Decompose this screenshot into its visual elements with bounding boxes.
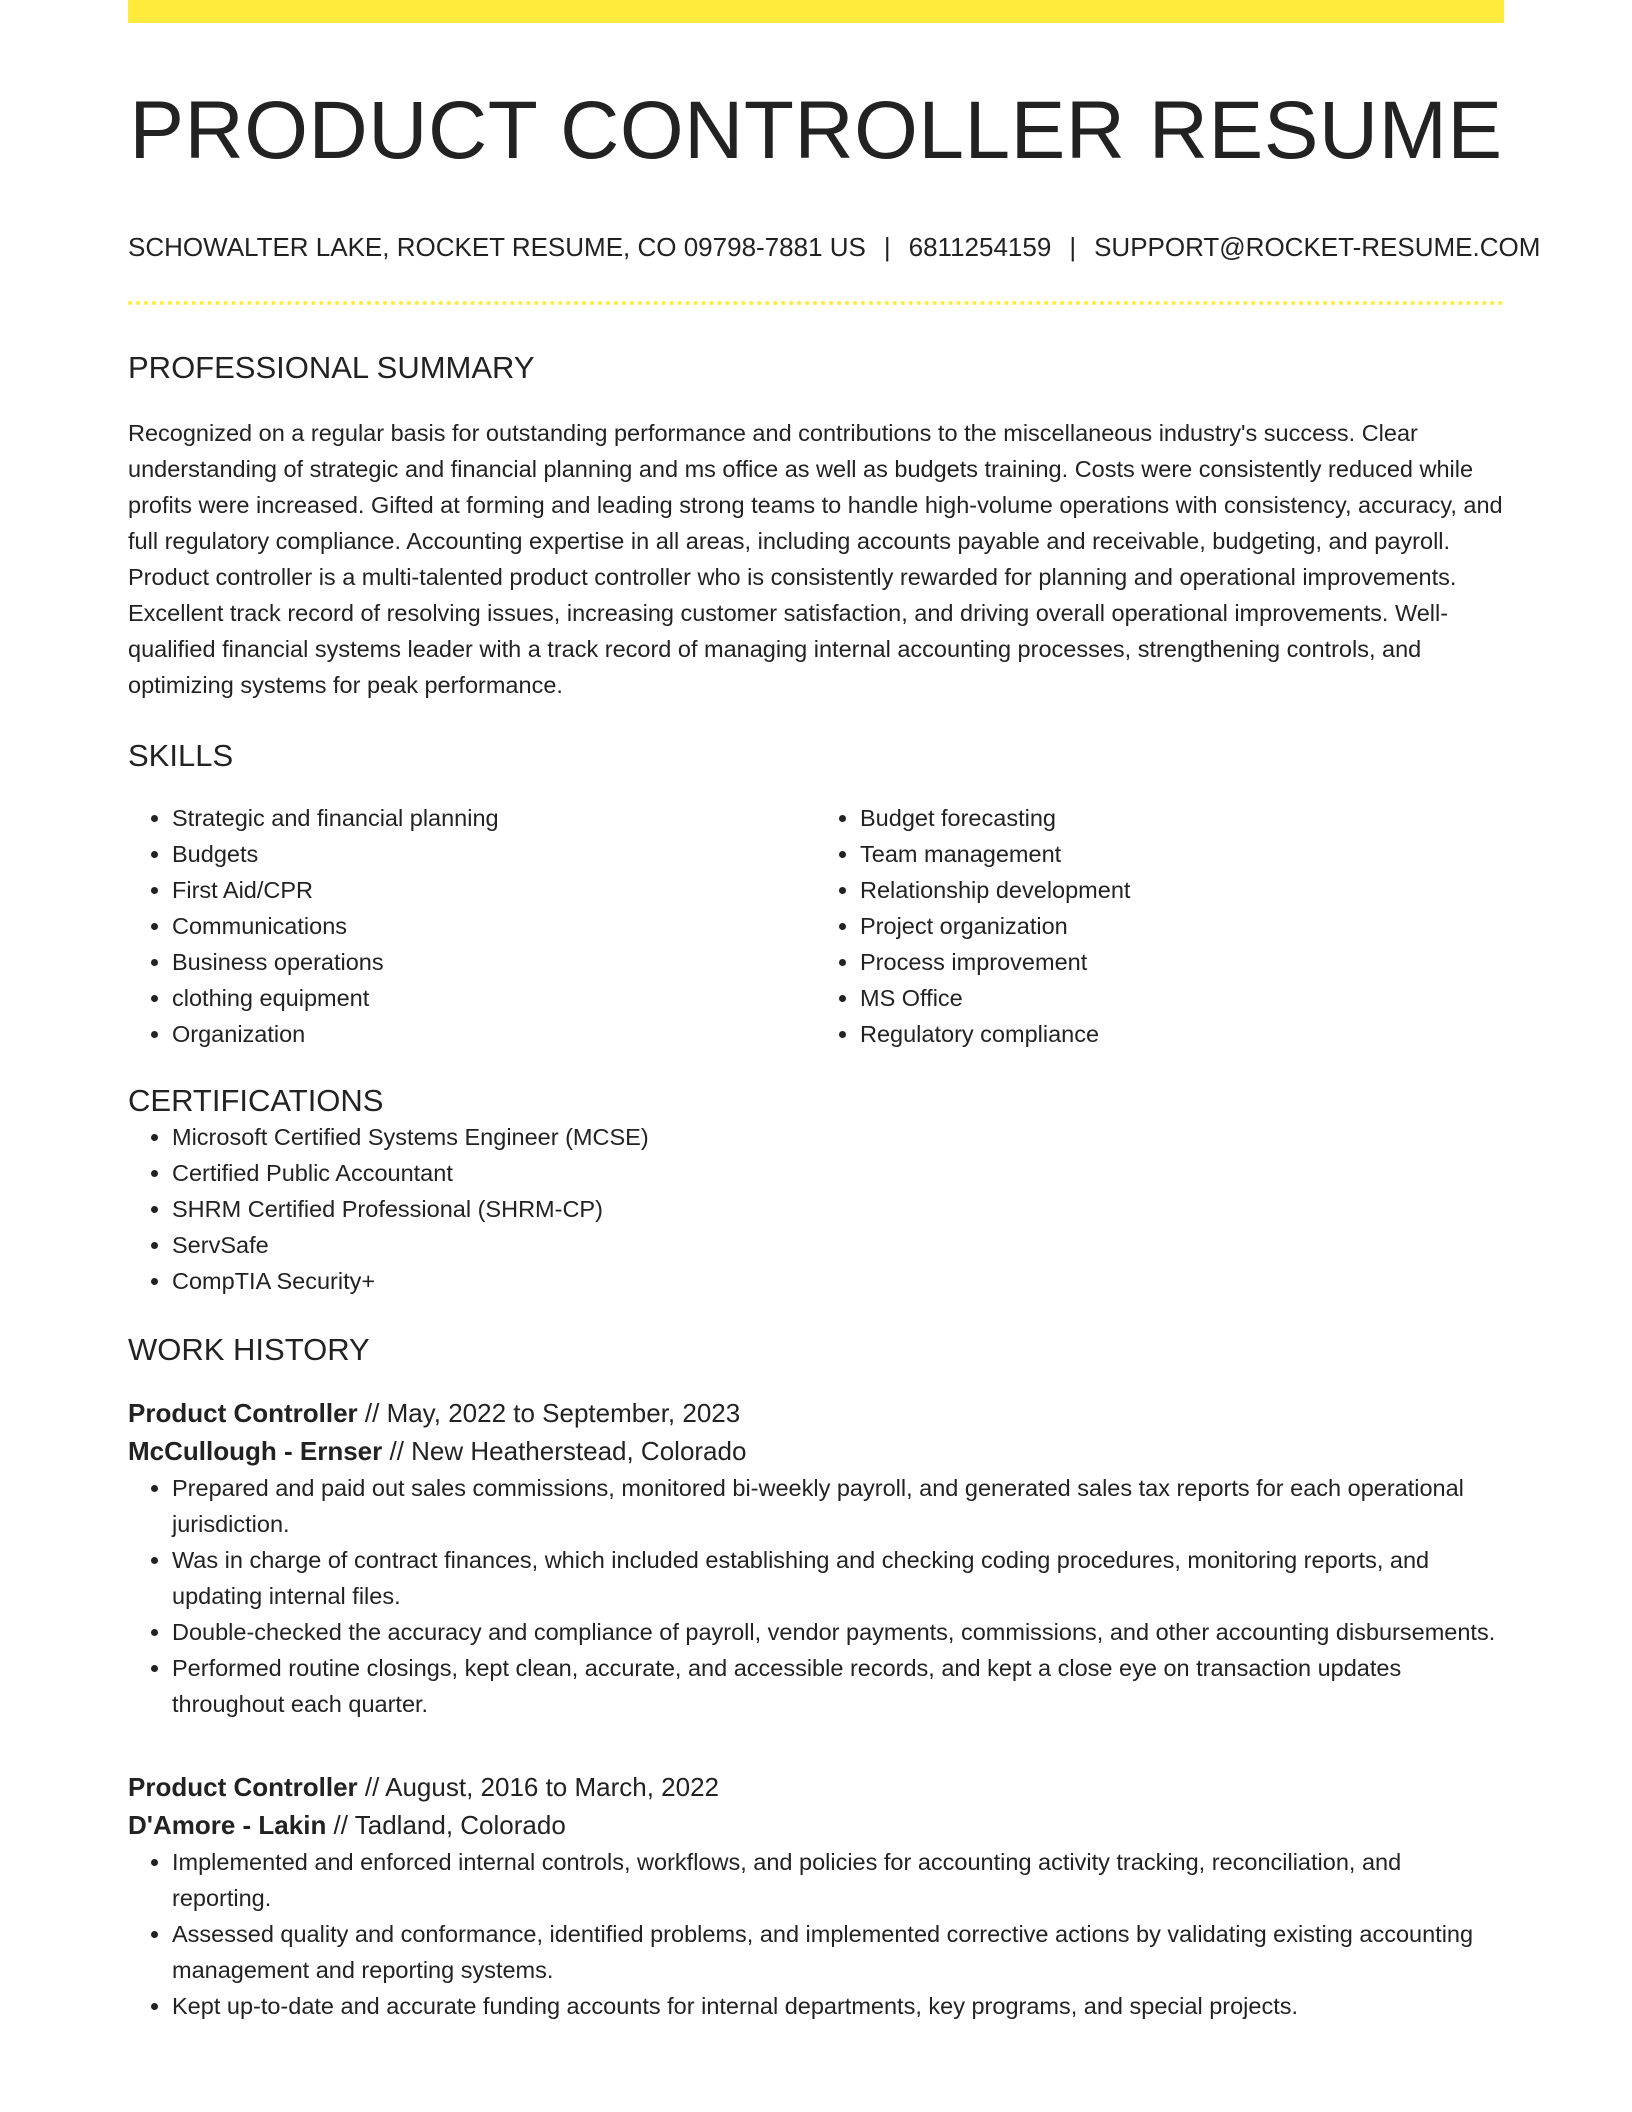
job-entry	[128, 1394, 1504, 1722]
certifications-heading: CERTIFICATIONS	[128, 1082, 384, 1118]
job-company: D'Amore - Lakin	[128, 1810, 327, 1841]
job-dates: // August, 2016 to March, 2022	[357, 1772, 720, 1803]
skills-heading: SKILLS	[128, 737, 234, 773]
job-duty: • Implemented and enforced internal controls, workflows, and policies for accounting activity tracking, reconciliation, and reporting.	[172, 1844, 1504, 1916]
certification-item: • Microsoft Certified Systems Engineer (MCSE)	[172, 1119, 1504, 1155]
job-entry	[128, 1768, 1504, 2024]
job-duty: • Performed routine closings, kept clean, accurate, and accessible records, and kept a close eye on transaction updates throughout each quarter.	[172, 1650, 1504, 1722]
certifications-list	[128, 1119, 1504, 1299]
skill-item: • MS Office	[860, 980, 1504, 1016]
skill-item: • Regulatory compliance	[860, 1016, 1504, 1052]
contact-line	[128, 232, 1541, 263]
job-duty: • Kept up-to-date and accurate funding accounts for internal departments, key programs, and special projects.	[172, 1988, 1504, 2024]
certification-item: • Certified Public Accountant	[172, 1155, 1504, 1191]
skill-item: • Process improvement	[860, 944, 1504, 980]
accent-top-bar	[128, 0, 1504, 23]
certification-item: • SHRM Certified Professional (SHRM-CP)	[172, 1191, 1504, 1227]
skill-item: • Project organization	[860, 908, 1504, 944]
contact-separator: |	[1069, 232, 1077, 263]
skill-item: • Team management	[860, 836, 1504, 872]
certification-item: • CompTIA Security+	[172, 1263, 1504, 1299]
skills-list-right	[816, 800, 1504, 1052]
skills-list-left	[128, 800, 816, 1052]
skill-item: • clothing equipment	[172, 980, 816, 1016]
job-location: // New Heatherstead, Colorado	[382, 1436, 747, 1467]
skill-item: • First Aid/CPR	[172, 872, 816, 908]
job-title-line	[128, 1768, 1504, 1806]
job-location: // Tadland, Colorado	[326, 1810, 566, 1841]
job-duty: • Was in charge of contract finances, which included establishing and checking coding procedures, monitoring reports, and updating internal files.	[172, 1542, 1504, 1614]
certification-item: • ServSafe	[172, 1227, 1504, 1263]
skill-item: • Strategic and financial planning	[172, 800, 816, 836]
skill-item: • Relationship development	[860, 872, 1504, 908]
job-company-line	[128, 1432, 1504, 1470]
contact-phone: 6811254159	[908, 232, 1052, 263]
job-company: McCullough - Ernser	[128, 1436, 383, 1467]
contact-address: SCHOWALTER LAKE, ROCKET RESUME, CO 09798-7881 US	[128, 232, 866, 263]
job-company-line	[128, 1806, 1504, 1844]
skill-item: • Budget forecasting	[860, 800, 1504, 836]
resume-title: PRODUCT CONTROLLER RESUME	[129, 85, 1503, 176]
job-title: Product Controller	[128, 1772, 358, 1803]
job-title-line	[128, 1394, 1504, 1432]
resume-page	[128, 0, 1541, 2024]
skill-item: • Communications	[172, 908, 816, 944]
skill-item: • Budgets	[172, 836, 816, 872]
skill-item: • Business operations	[172, 944, 816, 980]
job-duties-list	[128, 1844, 1504, 2024]
job-duty: • Assessed quality and conformance, identified problems, and implemented corrective actions by validating existing accounting management and reporting systems.	[172, 1916, 1504, 1988]
summary-text: Recognized on a regular basis for outstanding performance and contributions to the miscellaneous industry's success. Clear understanding of strategic and financial planning and ms office as well as budgets training. Costs were consistently reduced while profits were increased. Gifted at forming and leading strong teams to handle high-volume operations with consistency, accuracy, and full regulatory compliance. Accounting expertise in all areas, including accounts payable and receivable, budgeting, and payroll. Product controller is a multi-talented product controller who is consistently rewarded for planning and operational improvements. Excellent track record of resolving issues, increasing customer satisfaction, and driving overall operational improvements. Well-qualified financial systems leader with a track record of managing internal accounting processes, strengthening controls, and optimizing systems for peak performance.	[128, 419, 1503, 698]
job-dates: // May, 2022 to September, 2023	[357, 1398, 741, 1429]
contact-email[interactable]: SUPPORT@ROCKET-RESUME.COM	[1094, 232, 1541, 263]
contact-separator: |	[883, 232, 891, 263]
job-duty: • Prepared and paid out sales commissions, monitored bi-weekly payroll, and generated sales tax reports for each operational jurisdiction.	[172, 1470, 1504, 1542]
dotted-divider	[128, 301, 1504, 305]
work-history-heading: WORK HISTORY	[128, 1331, 370, 1367]
job-duty: • Double-checked the accuracy and compliance of payroll, vendor payments, commissions, and other accounting disbursements.	[172, 1614, 1504, 1650]
skills-columns	[128, 800, 1504, 1052]
summary-heading: PROFESSIONAL SUMMARY	[128, 350, 535, 386]
job-title: Product Controller	[128, 1398, 358, 1429]
skill-item: • Organization	[172, 1016, 816, 1052]
job-duties-list	[128, 1470, 1504, 1722]
